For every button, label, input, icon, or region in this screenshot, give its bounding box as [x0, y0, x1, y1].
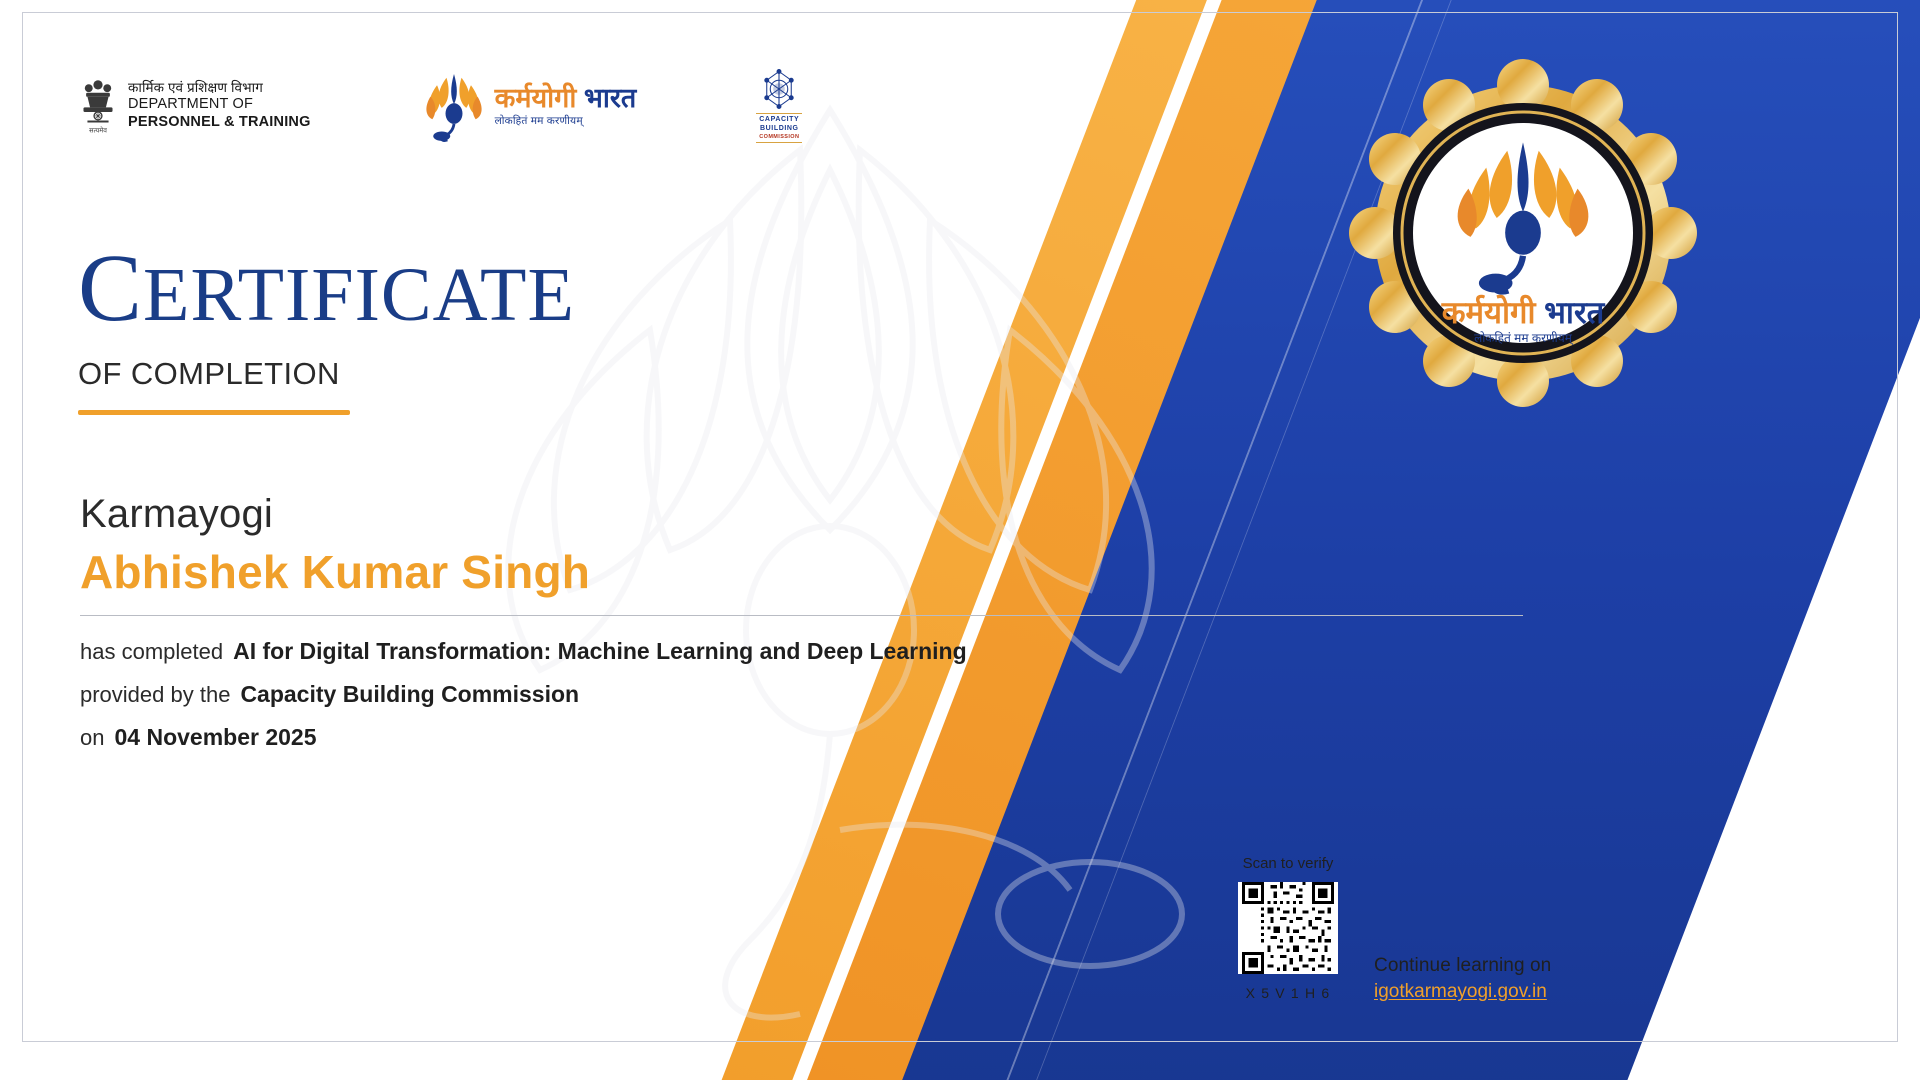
recipient-block — [80, 492, 590, 599]
page-title — [78, 234, 575, 341]
dopt-line2-label: PERSONNEL & TRAINING — [128, 113, 311, 130]
verification-code: X 5 V 1 H 6 — [1245, 985, 1331, 1001]
recipient-divider — [80, 615, 1523, 616]
karmayogi-lotus-diya-icon — [421, 70, 487, 142]
cbc-line1-label: CAPACITY — [759, 116, 800, 123]
detail-value-course: AI for Digital Transformation: Machine Learning and Deep Learning — [233, 638, 967, 664]
certificate-title-block — [78, 234, 575, 415]
title-underline-rule — [78, 410, 350, 415]
detail-value-provider: Capacity Building Commission — [240, 681, 580, 707]
bharat-word-label: भारत — [583, 82, 637, 113]
dopt-hindi-label: कार्मिक एवं प्रशिक्षण विभाग — [128, 79, 263, 95]
scan-to-verify-label: Scan to verify — [1242, 855, 1334, 872]
verify-block — [1228, 855, 1348, 1001]
capacity-building-commission-icon — [758, 68, 800, 110]
detail-row-course — [80, 638, 967, 665]
detail-value-date: 04 November 2025 — [114, 724, 317, 750]
svg-text:सत्यमेव: सत्यमेव — [89, 127, 107, 135]
detail-label-completed: has completed — [80, 639, 224, 664]
continue-learning-block — [1374, 955, 1551, 1003]
karmayogi-bharat-logo — [421, 70, 637, 142]
karmayogi-word-label: कर्मयोगी — [494, 82, 577, 113]
header-logos — [78, 68, 802, 143]
detail-label-provider: provided by the — [80, 682, 231, 707]
india-state-emblem-icon — [78, 73, 118, 139]
karmayogi-tagline-label: लोकहितं मम करणीयम् — [494, 114, 583, 127]
completion-details — [80, 638, 967, 767]
detail-label-date: on — [80, 725, 105, 750]
svg-text:लोकहितं मम करणीयम्: लोकहितं मम करणीयम् — [1474, 331, 1572, 345]
cbc-line3-label: COMMISSION — [759, 133, 800, 140]
cbc-line2-label: BUILDING — [759, 124, 799, 132]
title-drop-cap: C — [78, 234, 144, 341]
recipient-salutation: Karmayogi — [80, 492, 273, 536]
detail-row-date — [80, 724, 967, 751]
detail-row-provider — [80, 681, 967, 708]
cbc-logo — [756, 68, 802, 143]
svg-text:कर्मयोगी भारत: कर्मयोगी भारत — [1441, 295, 1605, 330]
recipient-name: Abhishek Kumar Singh — [80, 546, 591, 598]
qr-code-icon[interactable] — [1238, 882, 1338, 974]
dopt-logo — [78, 73, 311, 139]
dopt-line1-label: DEPARTMENT OF — [128, 96, 254, 113]
karmayogi-gold-seal-icon — [1338, 48, 1708, 418]
igot-karmayogi-link[interactable]: igotkarmayogi.gov.in — [1374, 981, 1547, 1002]
title-remainder: ERTIFICATE — [143, 253, 575, 337]
certificate-subtitle: OF COMPLETION — [78, 356, 340, 391]
continue-learning-label: Continue learning on — [1374, 955, 1552, 976]
